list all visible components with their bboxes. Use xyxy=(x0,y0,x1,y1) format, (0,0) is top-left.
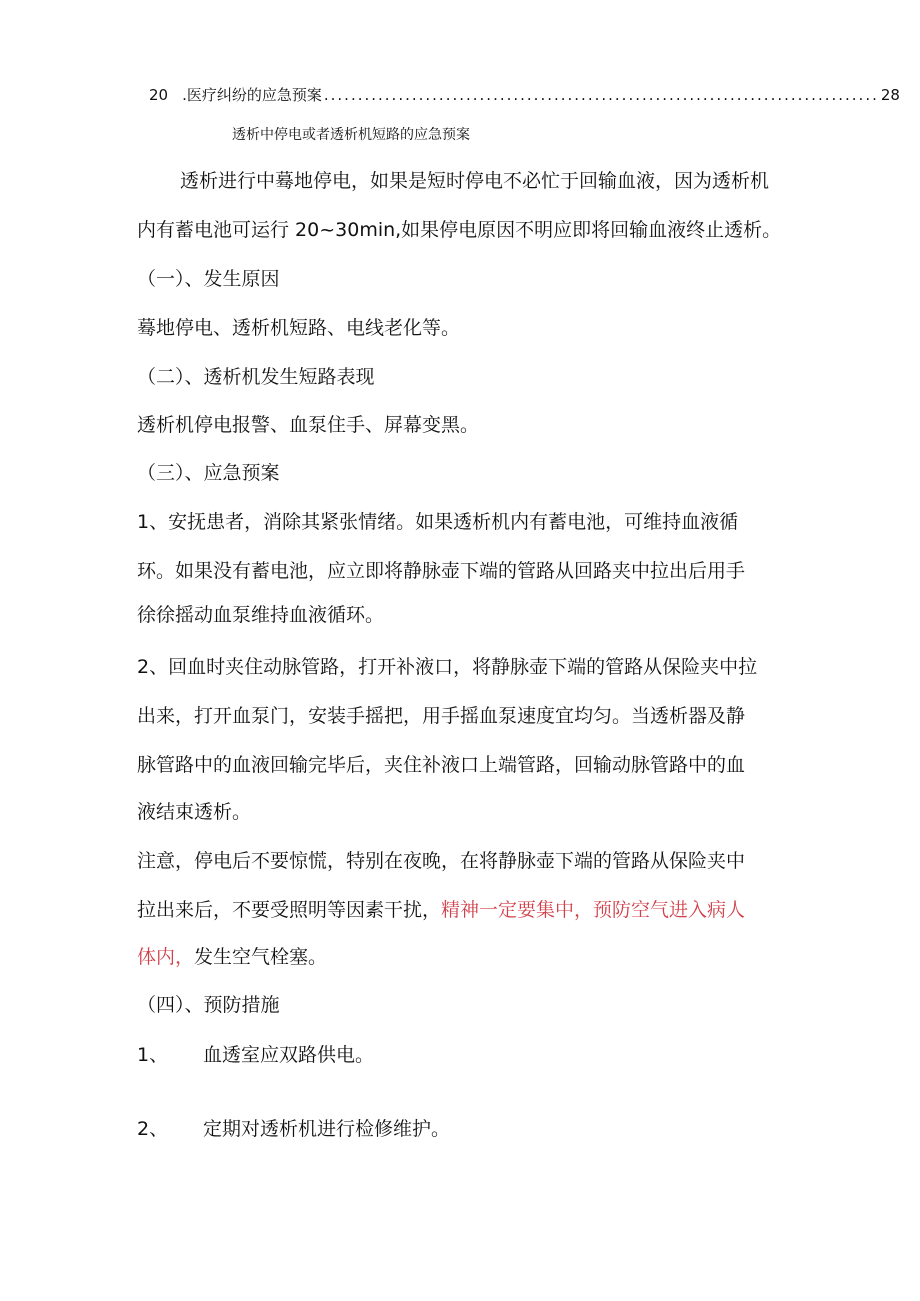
toc-number: 20 xyxy=(149,86,169,104)
intro-line-1: 透析进行中蓦地停电，如果是短时停电不必忙于回输血液，因为透析机 xyxy=(180,170,770,192)
plan-item-1-line-2: 环。如果没有蓄电池，应立即将静脉壶下端的管路从回路夹中拉出后用手 xyxy=(137,560,746,582)
toc-leader-dots: .................................................................................. xyxy=(323,86,879,104)
note-highlight-1: 精神一定要集中，预防空气进入病人 xyxy=(441,899,746,921)
plan-item-1-line-1: 1、安抚患者，消除其紧张情绪。如果透析机内有蓄电池，可维持血液循 xyxy=(137,511,739,533)
plan-item-2-line-4: 液结束透析。 xyxy=(137,801,252,823)
toc-title: .医疗纠纷的应急预案 xyxy=(182,86,322,104)
plan-item-2-line-3: 脉管路中的血液回输完毕后，夹住补液口上端管路，回输动脉管路中的血 xyxy=(137,754,746,776)
toc-entry[interactable] xyxy=(149,84,900,105)
subsection-title-symptoms: （二）、透析机发生短路表现 xyxy=(137,366,375,388)
prevention-item-1-number: 1、 xyxy=(137,1044,169,1066)
section-heading: 透析中停电或者透析机短路的应急预案 xyxy=(232,127,470,143)
subsection-title-cause: （一）、发生原因 xyxy=(137,268,280,290)
subsection-title-plan: （三）、应急预案 xyxy=(137,462,280,484)
toc-page-number: 28 xyxy=(880,86,900,104)
note-line-1: 注意，停电后不要惊慌，特别在夜晚，在将静脉壶下端的管路从保险夹中 xyxy=(137,850,746,872)
symptoms-body: 透析机停电报警、血泵住手、屏幕变黑。 xyxy=(137,414,480,436)
plan-item-1-line-3: 徐徐摇动血泵维持血液循环。 xyxy=(137,604,385,626)
prevention-item-2-number: 2、 xyxy=(137,1118,169,1140)
note-highlight-2: 体内， xyxy=(137,946,195,968)
note-line-3 xyxy=(137,945,327,969)
subsection-title-prevention: （四）、预防措施 xyxy=(137,994,280,1016)
prevention-item-1 xyxy=(137,1043,374,1067)
note-line-3-text: 发生空气栓塞。 xyxy=(194,946,328,968)
intro-line-2: 内有蓄电池可运行 20~30min,如果停电原因不明应即将回输血液终止透析。 xyxy=(137,219,782,241)
note-line-2 xyxy=(137,898,745,922)
prevention-item-1-text: 血透室应双路供电。 xyxy=(203,1044,375,1066)
cause-body: 蓦地停电、透析机短路、电线老化等。 xyxy=(137,317,461,339)
prevention-item-2 xyxy=(137,1117,450,1141)
note-line-2-text: 拉出来后，不要受照明等因素干扰， xyxy=(137,899,442,921)
prevention-item-2-text: 定期对透析机进行检修维护。 xyxy=(203,1118,451,1140)
plan-item-2-line-1: 2、回血时夹住动脉管路，打开补液口，将静脉壶下端的管路从保险夹中拉 xyxy=(137,656,758,678)
plan-item-2-line-2: 出来，打开血泵门，安装手摇把，用手摇血泵速度宜均匀。当透析器及静 xyxy=(137,705,746,727)
